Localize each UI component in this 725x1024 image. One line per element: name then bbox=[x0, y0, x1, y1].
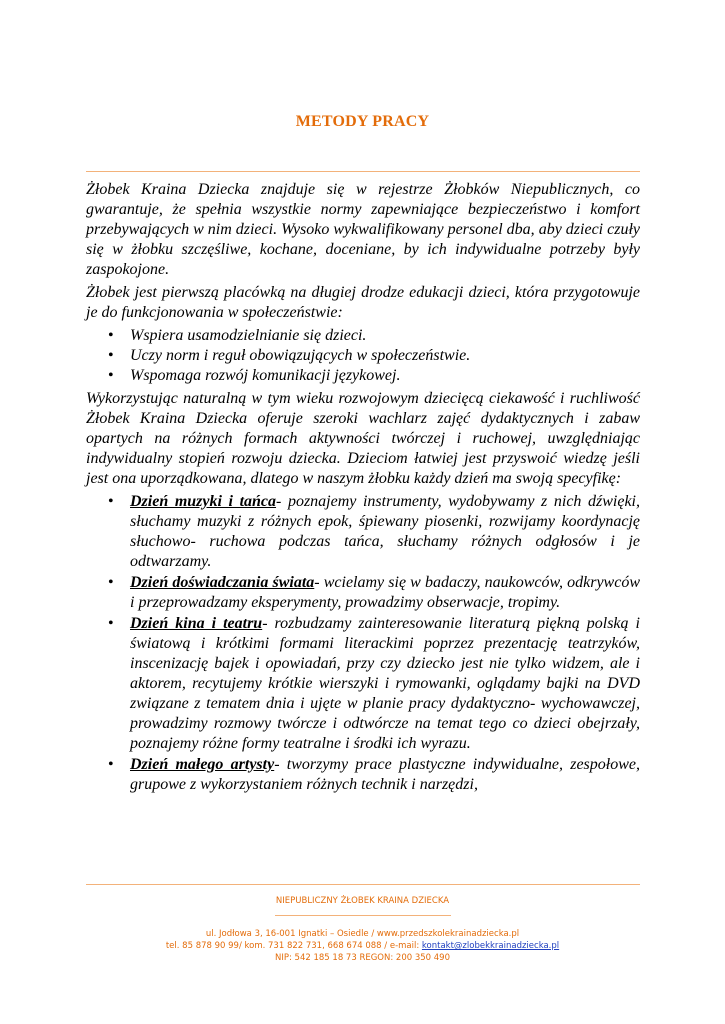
bullet-icon: • bbox=[108, 327, 114, 344]
intro-paragraph: Żłobek Kraina Dziecka znajduje się w rejestrze Żłobków Niepublicznych, co gwarantuje, że spełnia wszystkie normy zapewniające bezpieczeństwo i komfort przebywających w nim dzieci. Wysoko wykwalifikowany personel dba, aby dzieci czuły się w żłobku szczęśliwe, kochane, doceniane, by ich indywidualne potrzeby były zaspokojone. bbox=[86, 181, 640, 278]
bullet-icon: • bbox=[108, 574, 114, 591]
day-description: - tworzymy prace plastyczne indywidualne, zespołowe, grupowe z wykorzystaniem różnych technik i narzędzi, bbox=[130, 756, 641, 793]
day-name: Dzień małego artysty bbox=[130, 756, 275, 773]
footer-short-divider bbox=[275, 915, 451, 916]
list-item: • Uczy norm i reguł obowiązujących w społeczeństwie. bbox=[108, 347, 471, 364]
list-item: • Wspomaga rozwój komunikacji językowej. bbox=[108, 367, 401, 384]
header-divider bbox=[86, 171, 640, 172]
list-item: • Wspiera usamodzielnianie się dzieci. bbox=[108, 327, 367, 344]
day-name: Dzień doświadczania świata bbox=[130, 574, 315, 591]
day-item-artist bbox=[86, 755, 640, 795]
footer-contact bbox=[0, 941, 725, 951]
footer-address: ul. Jodłowa 3, 16-001 Ignatki – Osiedle / www.przedszkolekrainadziecka.pl bbox=[205, 929, 520, 939]
purpose-paragraph: Żłobek jest pierwszą placówką na długiej drodze edukacji dzieci, która przygotowuje je do funkcjonowania w społeczeństwie: bbox=[86, 284, 640, 321]
day-description: - rozbudzamy zainteresowanie literaturą piękną polską i światową i krótkimi formami literackimi poprzez prezentację teatrzyków, inscenizację bajek i opowiadań, przy czy dziecko jest nie tylko widzem, ale i aktorem, recytujemy krótkie wierszyki i rymowanki, oglądamy bajki na DVD związane z tematem dnia i ujęte w planie pracy dydaktyczno- wychowawczej, prowadzimy rozmowy twórcze i odtwórcze na temat tego co dzieci obejrzały, poznajemy różne formy teatralne i środki ich wyrazu. bbox=[130, 615, 640, 752]
bullet-icon: • bbox=[108, 756, 114, 773]
email-link[interactable]: kontakt@zlobekkrainadziecka.pl bbox=[421, 941, 560, 951]
days-list bbox=[86, 492, 640, 795]
day-name: Dzień muzyki i tańca bbox=[130, 493, 277, 510]
day-item-cinema bbox=[86, 614, 640, 754]
day-item-music bbox=[86, 492, 640, 572]
footer-ids: NIP: 542 185 18 73 REGON: 200 350 490 bbox=[275, 953, 450, 963]
bullet-icon: • bbox=[108, 493, 114, 510]
document-body bbox=[86, 180, 640, 796]
purpose-list bbox=[86, 326, 640, 386]
day-item-world bbox=[86, 573, 640, 613]
bullet-icon: • bbox=[108, 367, 114, 384]
bullet-icon: • bbox=[108, 615, 114, 632]
footer-phone: tel. 85 878 90 99/ kom. 731 822 731, 668 674 088 / e-mail: bbox=[165, 941, 422, 951]
day-name: Dzień kina i teatru bbox=[130, 615, 263, 632]
day-description: - wcielamy się w badaczy, naukowców, odkrywców i przeprowadzamy eksperymenty, prowadzimy obserwacje, tropimy. bbox=[130, 574, 640, 611]
footer-org-name: NIEPUBLICZNY ŻŁOBEK KRAINA DZIECKA bbox=[275, 896, 450, 906]
footer-divider bbox=[86, 884, 640, 885]
bullet-icon: • bbox=[108, 347, 114, 364]
day-description: - poznajemy instrumenty, wydobywamy z nich dźwięki, słuchamy muzyki z różnych epok, śpiewany piosenki, rozwijamy koordynację słuchowo- ruchowa podczas tańca, słuchamy różnych odgłosów i je odtwarzamy. bbox=[130, 493, 641, 570]
activities-paragraph: Wykorzystując naturalną w tym wieku rozwojowym dziecięcą ciekawość i ruchliwość Żłobek Kraina Dziecka oferuje szeroki wachlarz zajęć dydaktycznych i zabaw opartych na różnych formach aktywności twórczej i ruchowej, uwzględniając indywidualny stopień rozwoju dziecka. Dzieciom łatwiej jest przyswoić wiedzę jeśli jest ona uporządkowana, dlatego w naszym żłobku każdy dzień ma swoją specyfikę: bbox=[86, 390, 640, 487]
page-title: METODY PRACY bbox=[295, 113, 430, 130]
